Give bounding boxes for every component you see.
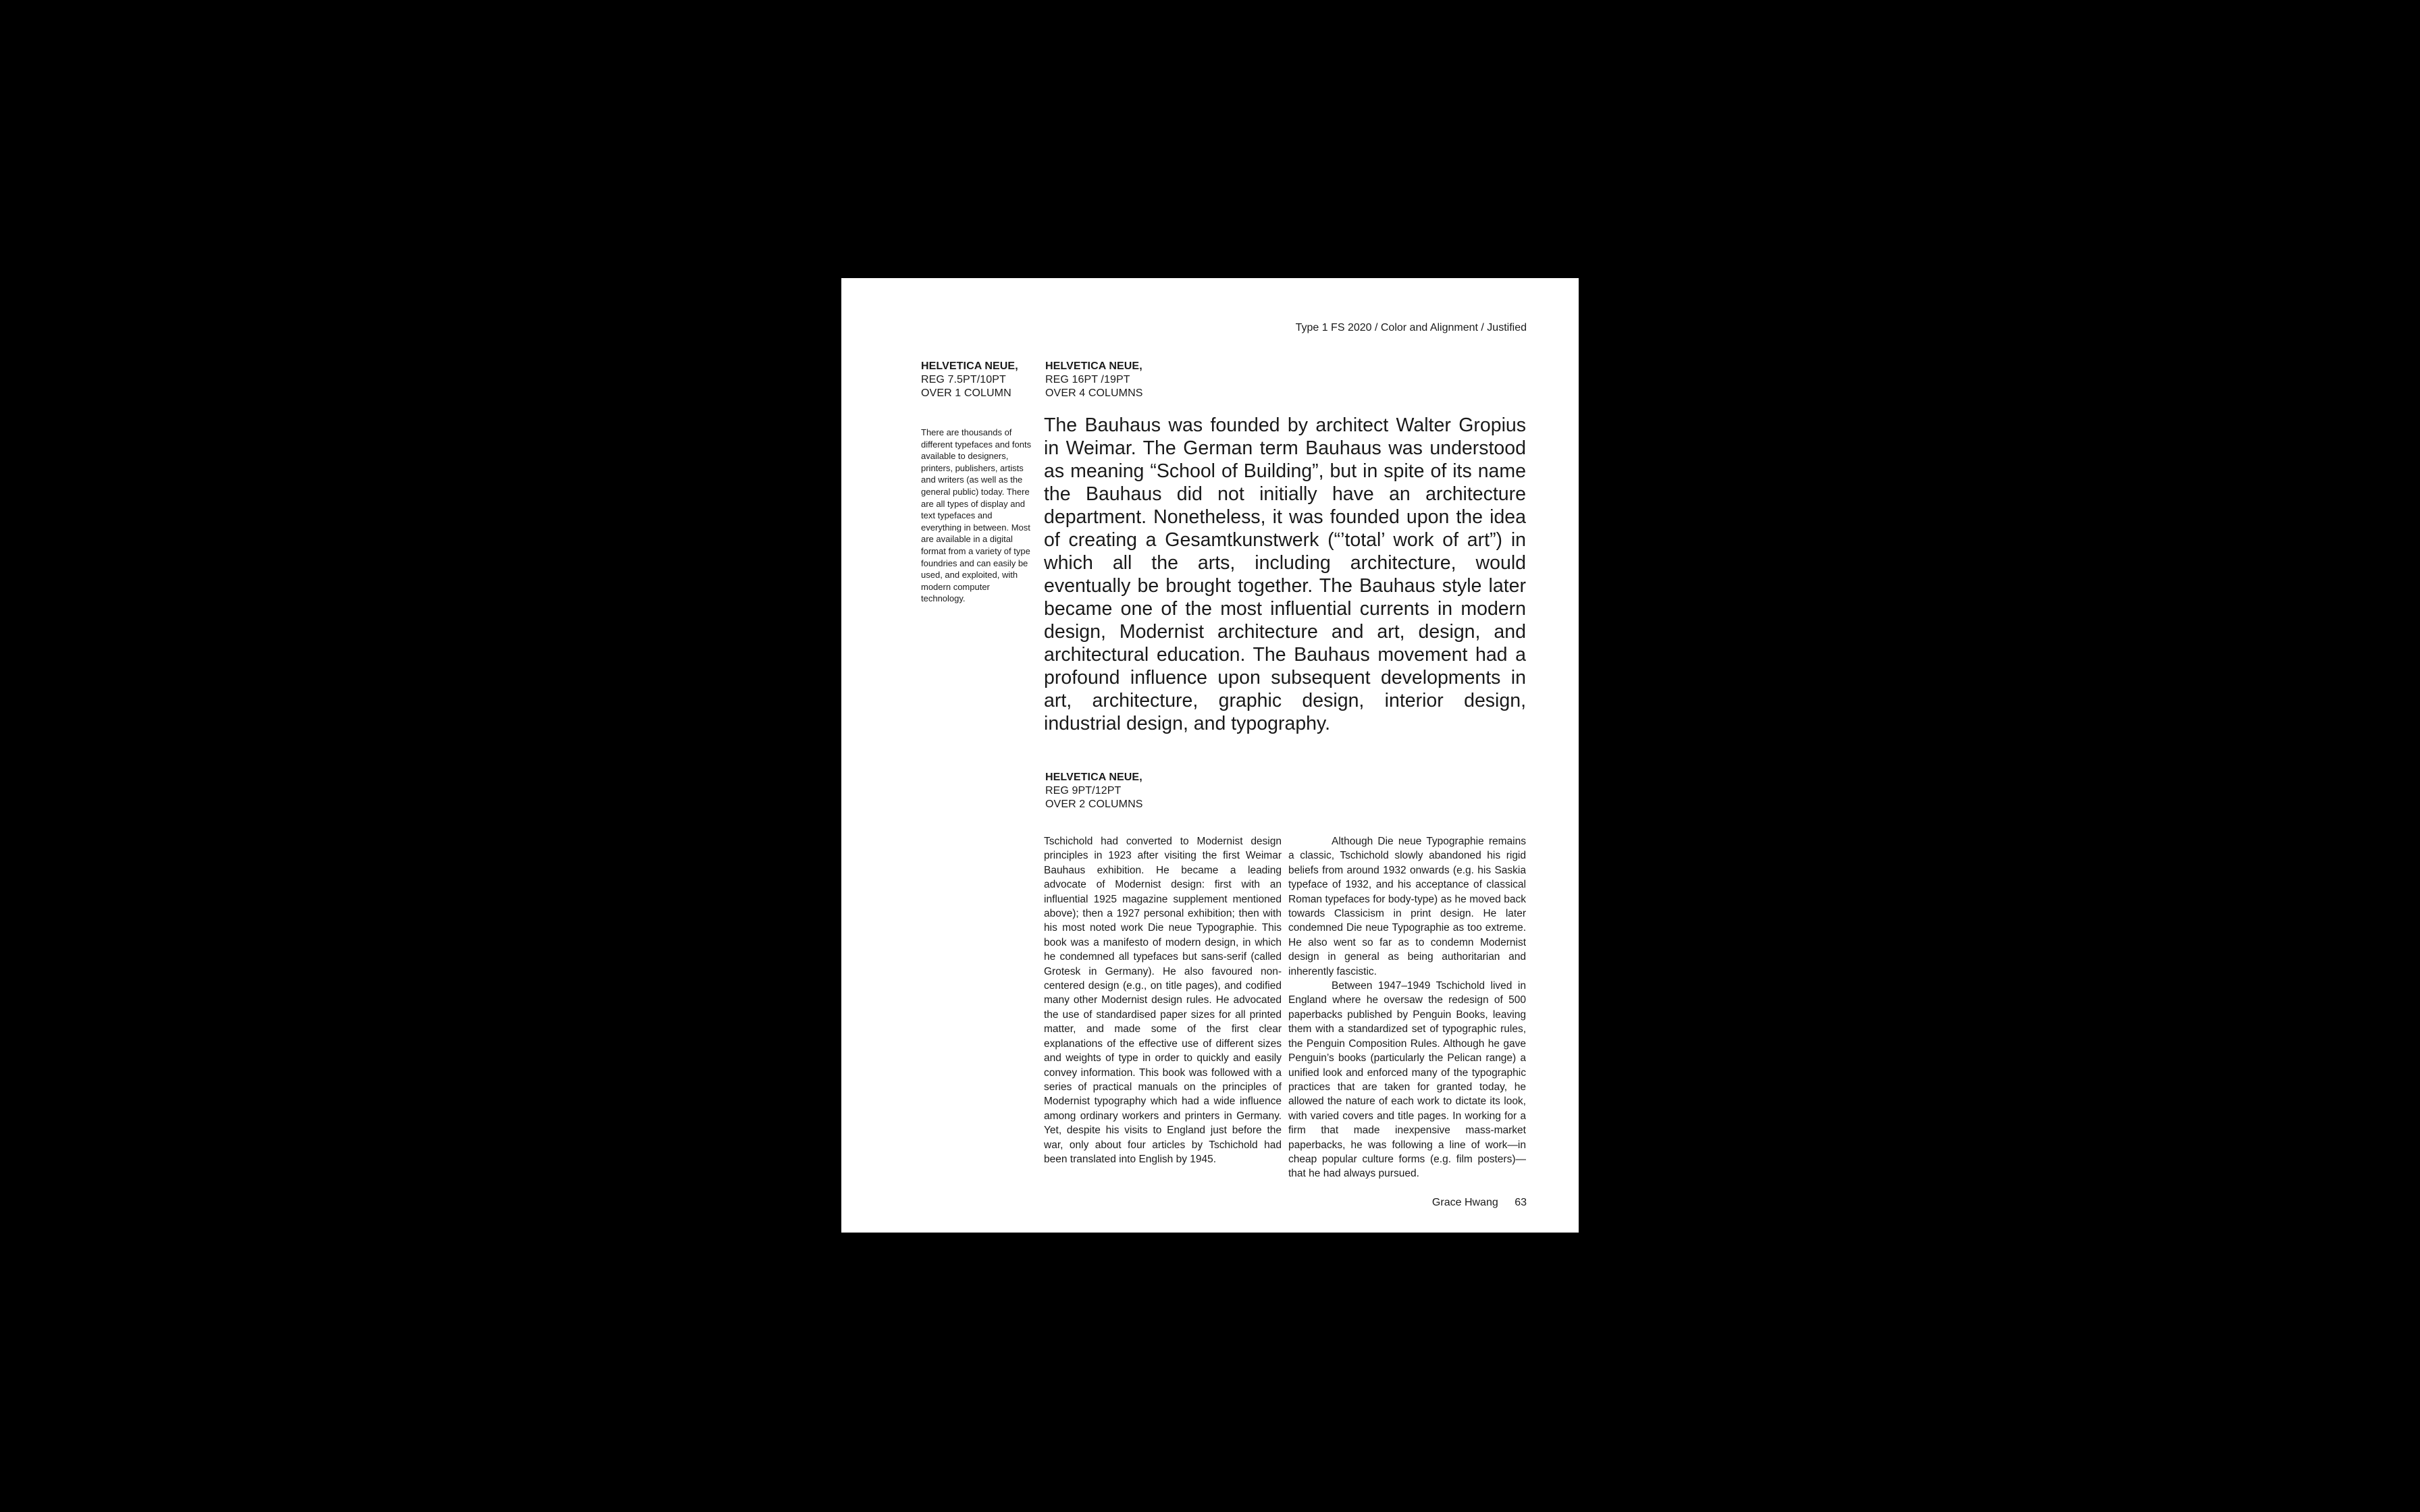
body-column-left bbox=[1044, 834, 1282, 1166]
spec-typeface: HELVETICA NEUE, bbox=[1045, 360, 1142, 372]
spec-columns: OVER 4 COLUMNS bbox=[1045, 387, 1143, 399]
page-number: 63 bbox=[1515, 1197, 1527, 1208]
spec-label-sidebar bbox=[921, 360, 1036, 400]
spec-label-lead bbox=[1045, 360, 1194, 400]
spec-typeface: HELVETICA NEUE, bbox=[921, 360, 1018, 372]
sidebar-paragraph: There are thousands of different typefaces and fonts available to designers, printers, publishers, artists and writers (as well as the general public) today. There are all types of display and text typefaces and everything in between. Most are available in a digital format from a variety of type foundries and can easily be used, and exploited, with modern computer technology. bbox=[921, 427, 1032, 604]
body-paragraph: Tschichold had converted to Modernist design principles in 1923 after visiting the first Weimar Bauhaus exhibition. He became a leading advocate of Modernist design: first with an influential 1925 magazine supplement mentioned above); then a 1927 personal exhibition; then with his most noted work Die neue Typographie. This book was a manifesto of modern design, in which he condemned all typefaces but sans-serif (called Grotesk in Germany). He also favoured non-centered design (e.g., on title pages), and codified many other Modernist design rules. He advocated the use of standardised paper sizes for all printed matter, and made some of the first clear explanations of the effective use of different sizes and weights of type in order to quickly and easily convey information. This book was followed with a series of practical manuals on the principles of Modernist typography which had a wide influence among ordinary workers and printers in Germany. Yet, despite his visits to England just before the war, only about four articles by Tschichold had been translated into English by 1945. bbox=[1044, 836, 1282, 1165]
spec-columns: OVER 1 COLUMN bbox=[921, 387, 1011, 399]
page-footer bbox=[1432, 1196, 1527, 1210]
spec-size: REG 9PT/12PT bbox=[1045, 785, 1122, 796]
spec-label-columns bbox=[1045, 771, 1194, 811]
lead-paragraph: The Bauhaus was founded by architect Walter Gropius in Weimar. The German term Bauhaus was understood as meaning “School of Building”, but in spite of its name the Bauhaus did not initially have an architecture department. Nonetheless, it was founded upon the idea of creating a Gesamtkunstwerk (“’total’ work of art”) in which all the arts, including architecture, would eventually be brought together. The Bauhaus style later became one of the most influential currents in modern design, Modernist architecture and art, design, and architectural education. The Bauhaus movement had a profound influence upon subsequent developments in art, architecture, graphic design, interior design, industrial design, and typography. bbox=[1044, 414, 1526, 734]
body-paragraph: Between 1947–1949 Tschichold lived in England where he oversaw the redesign of 500 paperbacks published by Penguin Books, leaving them with a standardized set of typographic rules, the Penguin Composition Rules. Although he gave Penguin’s books (particularly the Pelican range) a unified look and enforced many of the typographic practices that are taken for granted today, he allowed the nature of each work to dictate its look, with varied covers and title pages. In working for a firm that made inexpensive mass-market paperbacks, he was following a line of work—in cheap popular culture forms (e.g. film posters)—that he had always pursued. bbox=[1288, 980, 1526, 1179]
spec-columns: OVER 2 COLUMNS bbox=[1045, 799, 1143, 810]
document-page bbox=[841, 278, 1579, 1233]
spec-typeface: HELVETICA NEUE, bbox=[1045, 772, 1142, 783]
body-paragraph: Although Die neue Typographie remains a classic, Tschichold slowly abandoned his rigid beliefs from around 1932 onwards (e.g. his Saskia typeface of 1932, and his acceptance of classical Roman typefaces for body-type) as he moved back towards Classicism in print design. He later condemned Die neue Typographie as too extreme. He also went so far as to condemn Modernist design in general as being authoritarian and inherently fascistic. bbox=[1288, 836, 1526, 977]
spec-size: REG 16PT /19PT bbox=[1045, 374, 1130, 385]
footer-author: Grace Hwang bbox=[1431, 1197, 1498, 1208]
body-column-right bbox=[1288, 834, 1526, 1179]
spec-size: REG 7.5PT/10PT bbox=[921, 374, 1006, 385]
running-head: Type 1 FS 2020 / Color and Alignment / Justified bbox=[1295, 322, 1527, 333]
